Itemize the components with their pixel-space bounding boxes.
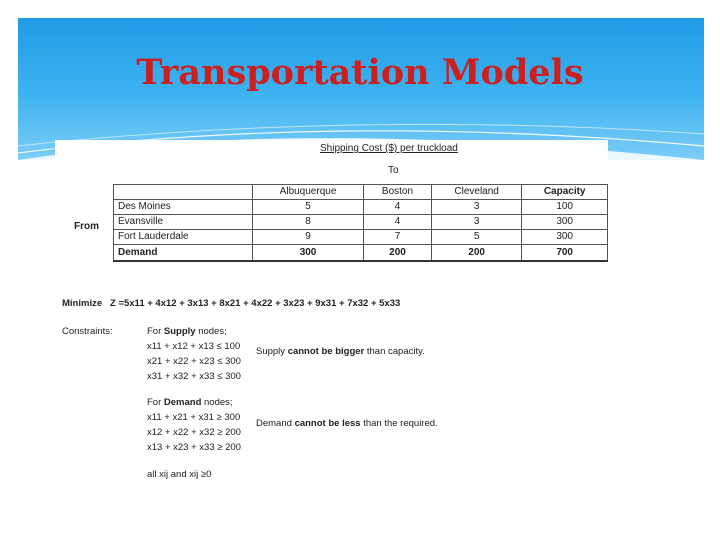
capacity-cell: 300 <box>522 230 608 245</box>
demand-cell: 200 <box>364 245 432 262</box>
demand-row <box>114 245 608 262</box>
constraints-label: Constraints: <box>62 326 113 337</box>
slide-title: Transportation Models <box>136 52 584 93</box>
column-header: Boston <box>364 185 432 200</box>
source-cell: Evansville <box>114 215 253 230</box>
supply-note: Supply cannot be bigger than capacity. <box>256 346 425 357</box>
capacity-header: Capacity <box>522 185 608 200</box>
cost-cell: 4 <box>364 200 432 215</box>
source-cell: Fort Lauderdale <box>114 230 253 245</box>
table-row <box>114 230 608 245</box>
demand-constraint: x13 + x23 + x33 ≥ 200 <box>147 442 241 453</box>
demand-total-cell: 700 <box>522 245 608 262</box>
cost-cell: 8 <box>253 215 364 230</box>
objective-function: Z =5x11 + 4x12 + 3x13 + 8x21 + 4x22 + 3x23 + 9x31 + 7x32 + 5x33 <box>110 298 401 309</box>
column-header: Albuquerque <box>253 185 364 200</box>
cost-cell: 3 <box>431 200 521 215</box>
cost-cell: 5 <box>253 200 364 215</box>
demand-constraint: x11 + x21 + x31 ≥ 300 <box>147 412 241 423</box>
from-label: From <box>74 221 99 232</box>
demand-constraint: x12 + x22 + x32 ≥ 200 <box>147 427 241 438</box>
to-label: To <box>388 165 399 176</box>
supply-heading: For Supply nodes; <box>147 326 227 337</box>
cost-cell: 5 <box>431 230 521 245</box>
supply-constraint: x21 + x22 + x23 ≤ 300 <box>147 356 241 367</box>
supply-constraint: x31 + x32 + x33 ≤ 300 <box>147 371 241 382</box>
capacity-cell: 100 <box>522 200 608 215</box>
column-header: Cleveland <box>431 185 521 200</box>
source-cell: Des Moines <box>114 200 253 215</box>
nonnegativity-constraint: all xij and xij ≥0 <box>147 469 212 480</box>
objective-label: Minimize <box>62 298 103 309</box>
demand-note: Demand cannot be less than the required. <box>256 418 438 429</box>
demand-cell: 200 <box>431 245 521 262</box>
supply-constraint: x11 + x12 + x13 ≤ 100 <box>147 341 241 352</box>
table-row <box>114 215 608 230</box>
cost-cell: 4 <box>364 215 432 230</box>
corner-cell <box>114 185 253 200</box>
table-caption: Shipping Cost ($) per truckload <box>320 143 458 154</box>
cost-cell: 9 <box>253 230 364 245</box>
demand-label: Demand <box>114 245 253 262</box>
demand-cell: 300 <box>253 245 364 262</box>
shipping-cost-table <box>113 184 608 262</box>
cost-cell: 3 <box>431 215 521 230</box>
table-row <box>114 200 608 215</box>
capacity-cell: 300 <box>522 215 608 230</box>
demand-heading: For Demand nodes; <box>147 397 233 408</box>
cost-cell: 7 <box>364 230 432 245</box>
table-header-row <box>114 185 608 200</box>
